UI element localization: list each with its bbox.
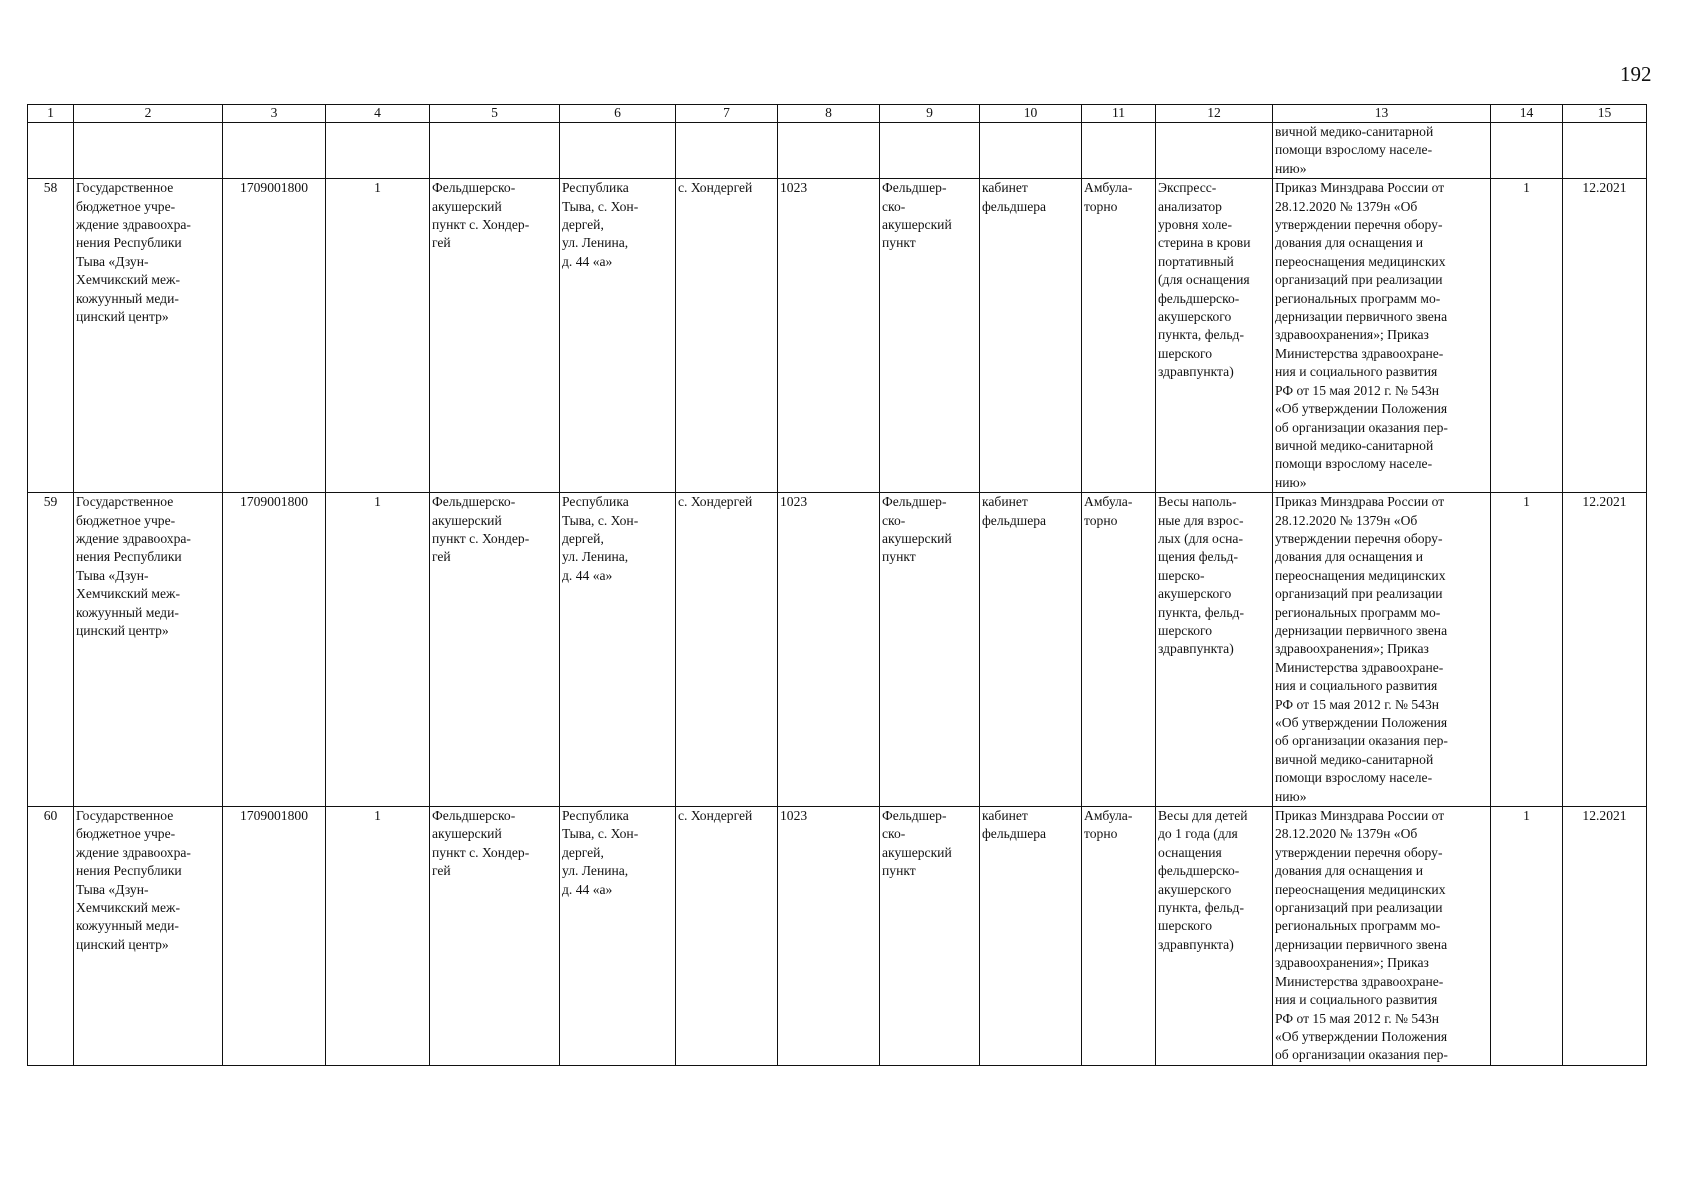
facility-cell: Фельдшерско- акушерский пункт с. Хондер- гей [430, 493, 560, 807]
facility-cell: Фельдшерско- акушерский пункт с. Хондер- гей [430, 179, 560, 493]
equipment-table [27, 104, 1647, 1066]
row-number: 59 [28, 493, 74, 807]
code-1023-cell: 1023 [778, 179, 880, 493]
facility-cell: Фельдшерско- акушерский пункт с. Хондер- гей [430, 807, 560, 1066]
room-cell: кабинет фельдшера [980, 179, 1082, 493]
table-cell [1491, 123, 1563, 179]
table-cell [1563, 123, 1647, 179]
row-number: 58 [28, 179, 74, 493]
header-cell: 1 [28, 105, 74, 123]
basis-cell: Приказ Минздрава России от 28.12.2020 № 1379н «Об утверждении перечня обору- дования для оснащения и переоснащения медицинских организаций при реализации региональных программ мо- дернизации первичного звена здравоохранения»; Приказ Министерства здравоохране- ния и социального развития РФ от 15 мая 2012 г. № 543н «Об утверждении Положения об организации оказания пер- вичной медико-санитарной помощи взрослому населе- нию» [1273, 493, 1491, 807]
table-cell [430, 123, 560, 179]
quantity-cell: 1 [1491, 807, 1563, 1066]
code-1023-cell: 1023 [778, 807, 880, 1066]
address-cell: Республика Тыва, с. Хон- дергей, ул. Ленина, д. 44 «а» [560, 493, 676, 807]
header-cell: 6 [560, 105, 676, 123]
organization-cell: Государственное бюджетное учре- ждение здравоохра- нения Республики Тыва «Дзун- Хемчикский меж- кожуунный меди- цинский центр» [74, 807, 223, 1066]
table-row [28, 493, 1647, 807]
table-cell [980, 123, 1082, 179]
basis-cell: Приказ Минздрава России от 28.12.2020 № 1379н «Об утверждении перечня обору- дования для оснащения и переоснащения медицинских организаций при реализации региональных программ мо- дернизации первичного звена здравоохранения»; Приказ Министерства здравоохране- ния и социального развития РФ от 15 мая 2012 г. № 543н «Об утверждении Положения об организации оказания пер- [1273, 807, 1491, 1066]
table-cell [1156, 123, 1273, 179]
table-cell [326, 123, 430, 179]
unit-type-cell: Фельдшер- ско- акушерский пункт [880, 179, 980, 493]
table-cell [74, 123, 223, 179]
header-cell: 8 [778, 105, 880, 123]
table-cell [880, 123, 980, 179]
header-cell: 5 [430, 105, 560, 123]
header-cell: 3 [223, 105, 326, 123]
header-cell: 10 [980, 105, 1082, 123]
organization-cell: Государственное бюджетное учре- ждение здравоохра- нения Республики Тыва «Дзун- Хемчикский меж- кожуунный меди- цинский центр» [74, 179, 223, 493]
code-cell: 1709001800 [223, 493, 326, 807]
unit-type-cell: Фельдшер- ско- акушерский пункт [880, 493, 980, 807]
equipment-cell: Весы для детей до 1 года (для оснащения фельдшерско- акушерского пункта, фельд- шерского здравпункта) [1156, 807, 1273, 1066]
locality-cell: с. Хондергей [676, 179, 778, 493]
address-cell: Республика Тыва, с. Хон- дергей, ул. Ленина, д. 44 «а» [560, 179, 676, 493]
count-cell: 1 [326, 493, 430, 807]
quantity-cell: 1 [1491, 493, 1563, 807]
table-cell [560, 123, 676, 179]
locality-cell: с. Хондергей [676, 807, 778, 1066]
header-cell: 2 [74, 105, 223, 123]
date-cell: 12.2021 [1563, 493, 1647, 807]
header-cell: 15 [1563, 105, 1647, 123]
count-cell: 1 [326, 179, 430, 493]
date-cell: 12.2021 [1563, 807, 1647, 1066]
quantity-cell: 1 [1491, 179, 1563, 493]
locality-cell: с. Хондергей [676, 493, 778, 807]
continuation-row [28, 123, 1647, 179]
row-number: 60 [28, 807, 74, 1066]
unit-type-cell: Фельдшер- ско- акушерский пункт [880, 807, 980, 1066]
table-cell [28, 123, 74, 179]
table-row [28, 179, 1647, 493]
table-cell [676, 123, 778, 179]
count-cell: 1 [326, 807, 430, 1066]
header-cell: 7 [676, 105, 778, 123]
header-cell: 12 [1156, 105, 1273, 123]
table-header-row [28, 105, 1647, 123]
code-1023-cell: 1023 [778, 493, 880, 807]
address-cell: Республика Тыва, с. Хон- дергей, ул. Ленина, д. 44 «а» [560, 807, 676, 1066]
table-cell [778, 123, 880, 179]
header-cell: 11 [1082, 105, 1156, 123]
room-cell: кабинет фельдшера [980, 807, 1082, 1066]
table-cell [1082, 123, 1156, 179]
table-cell [223, 123, 326, 179]
code-cell: 1709001800 [223, 807, 326, 1066]
care-mode-cell: Амбула- торно [1082, 807, 1156, 1066]
basis-cell: вичной медико-санитарной помощи взрослому населе- нию» [1273, 123, 1491, 179]
header-cell: 13 [1273, 105, 1491, 123]
table-row [28, 807, 1647, 1066]
care-mode-cell: Амбула- торно [1082, 179, 1156, 493]
code-cell: 1709001800 [223, 179, 326, 493]
equipment-cell: Весы наполь- ные для взрос- лых (для осна- щения фельд- шерско- акушерского пункта, фельд- шерского здравпункта) [1156, 493, 1273, 807]
date-cell: 12.2021 [1563, 179, 1647, 493]
header-cell: 9 [880, 105, 980, 123]
header-cell: 14 [1491, 105, 1563, 123]
organization-cell: Государственное бюджетное учре- ждение здравоохра- нения Республики Тыва «Дзун- Хемчикский меж- кожуунный меди- цинский центр» [74, 493, 223, 807]
room-cell: кабинет фельдшера [980, 493, 1082, 807]
equipment-cell: Экспресс- анализатор уровня холе- стерина в крови портативный (для оснащения фельдшерско- акушерского пункта, фельд- шерского здравпункта) [1156, 179, 1273, 493]
page-number: 192 [1620, 62, 1652, 86]
care-mode-cell: Амбула- торно [1082, 493, 1156, 807]
header-cell: 4 [326, 105, 430, 123]
basis-cell: Приказ Минздрава России от 28.12.2020 № 1379н «Об утверждении перечня обору- дования для оснащения и переоснащения медицинских организаций при реализации региональных программ мо- дернизации первичного звена здравоохранения»; Приказ Министерства здравоохране- ния и социального развития РФ от 15 мая 2012 г. № 543н «Об утверждении Положения об организации оказания пер- вичной медико-санитарной помощи взрослому населе- нию» [1273, 179, 1491, 493]
